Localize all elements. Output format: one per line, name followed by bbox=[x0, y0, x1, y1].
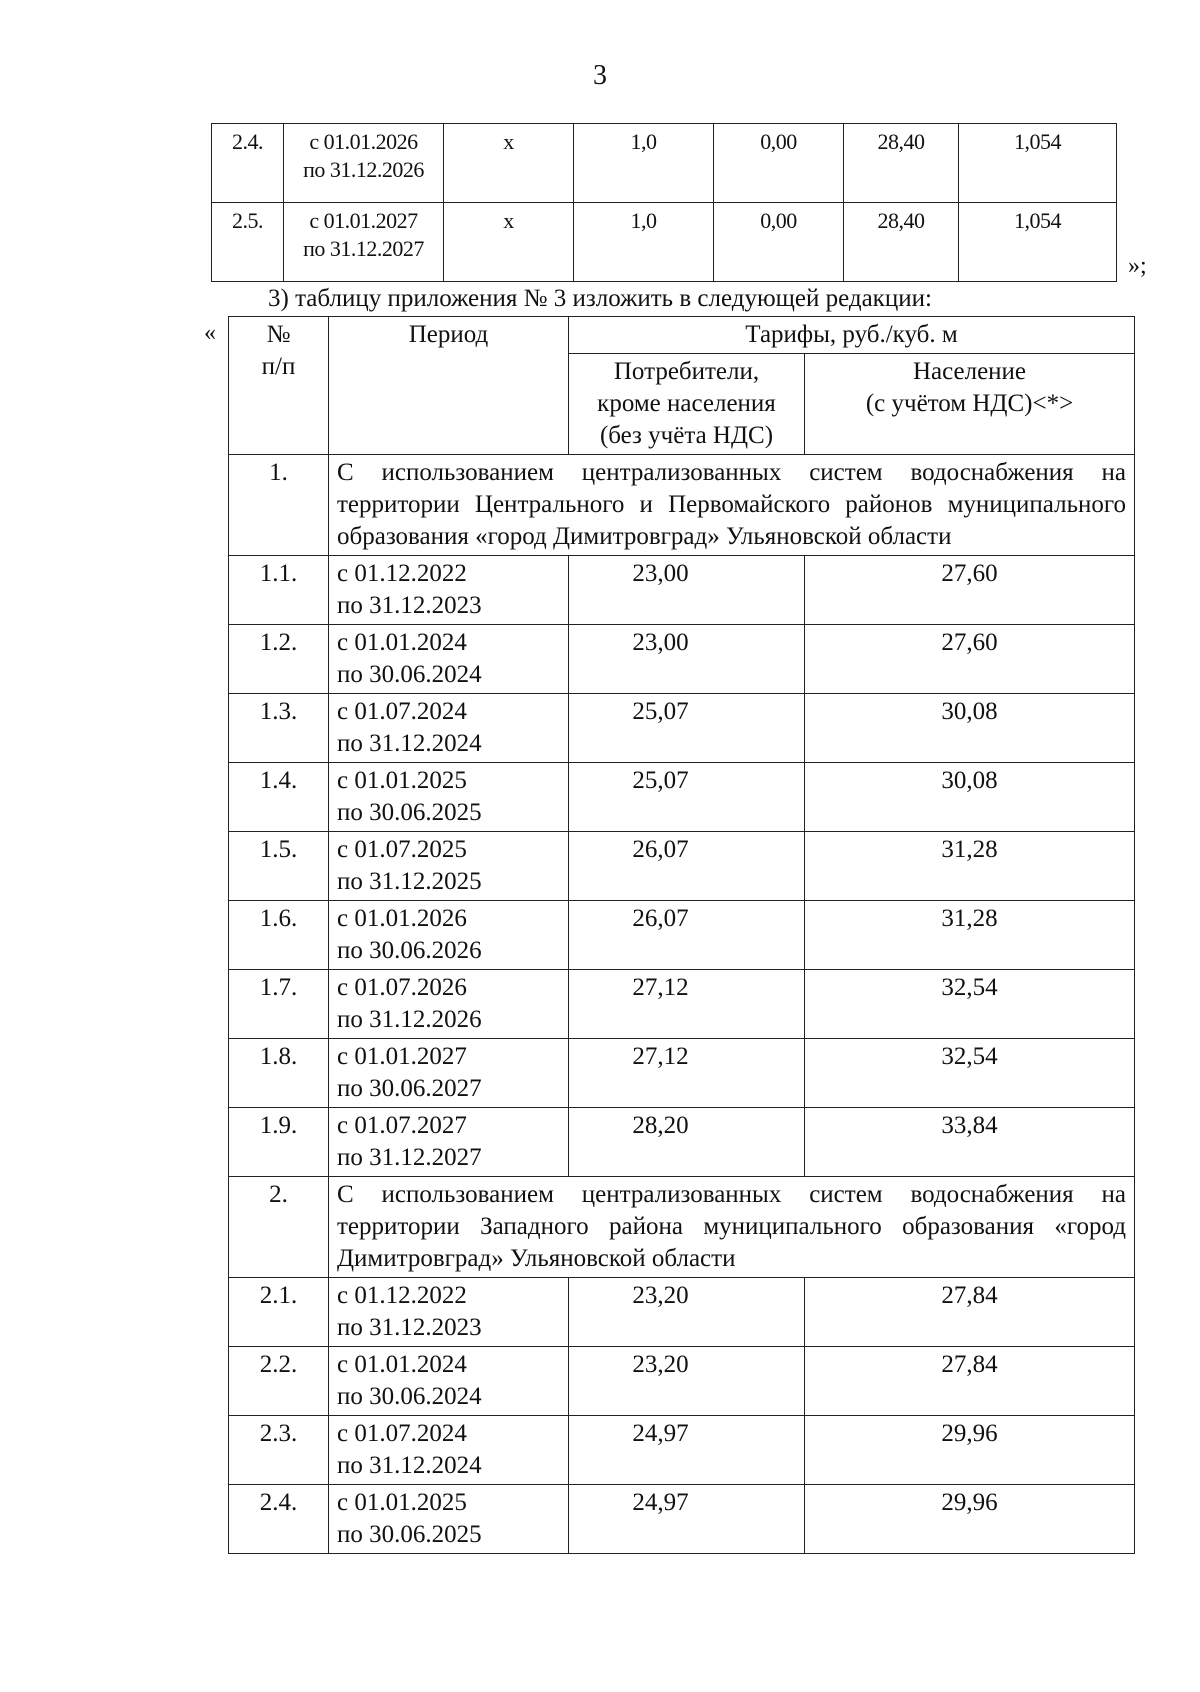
row-number: 2.5. bbox=[212, 203, 284, 282]
section-row bbox=[229, 455, 1135, 556]
header-consumers bbox=[569, 354, 805, 455]
population-tariff-cell bbox=[805, 901, 1135, 970]
population-tariff-cell bbox=[805, 694, 1135, 763]
table-row bbox=[229, 970, 1135, 1039]
table-row bbox=[229, 1347, 1135, 1416]
header-tariffs: Тарифы, руб./куб. м bbox=[569, 317, 1135, 354]
row-number: 1.6. bbox=[229, 901, 329, 970]
period-cell bbox=[329, 1108, 569, 1177]
row-number: 2.1. bbox=[229, 1278, 329, 1347]
page-number: 3 bbox=[593, 60, 607, 91]
period-to: по 30.06.2025 bbox=[337, 1521, 482, 1548]
population-tariff: 27,60 bbox=[941, 629, 998, 656]
population-tariff-cell bbox=[805, 970, 1135, 1039]
consumers-tariff: 27,12 bbox=[632, 974, 689, 1001]
consumers-tariff-cell bbox=[569, 832, 805, 901]
period-cell bbox=[329, 1278, 569, 1347]
table-row bbox=[229, 1416, 1135, 1485]
consumers-tariff-cell bbox=[569, 1485, 805, 1554]
period-from: с 01.12.2022 bbox=[337, 560, 467, 587]
population-tariff: 27,84 bbox=[941, 1351, 998, 1378]
period-from: с 01.07.2024 bbox=[337, 1420, 467, 1447]
table-row bbox=[229, 1039, 1135, 1108]
section-row bbox=[229, 1177, 1135, 1278]
consumers-tariff-cell bbox=[569, 1039, 805, 1108]
population-tariff: 31,28 bbox=[941, 836, 998, 863]
population-tariff: 31,28 bbox=[941, 905, 998, 932]
period-cell bbox=[329, 832, 569, 901]
consumers-tariff: 26,07 bbox=[632, 836, 689, 863]
period-to: по 30.06.2027 bbox=[337, 1075, 482, 1102]
value-cell: 28,40 bbox=[844, 203, 959, 282]
row-number: 1.2. bbox=[229, 625, 329, 694]
consumers-tariff: 28,20 bbox=[632, 1112, 689, 1139]
table-row bbox=[229, 763, 1135, 832]
population-tariff-cell bbox=[805, 1485, 1135, 1554]
period-to: по 31.12.2023 bbox=[337, 592, 482, 619]
period-to: по 31.12.2027 bbox=[337, 1144, 482, 1171]
header-num-line2: п/п bbox=[261, 353, 296, 380]
consumers-tariff: 23,00 bbox=[632, 560, 689, 587]
period-to: по 31.12.2023 bbox=[337, 1314, 482, 1341]
consumers-tariff-cell bbox=[569, 694, 805, 763]
section-number: 2. bbox=[229, 1177, 329, 1278]
tariff-table bbox=[228, 316, 1135, 1554]
value-cell: х bbox=[444, 124, 574, 203]
population-tariff-cell bbox=[805, 1347, 1135, 1416]
row-number: 1.9. bbox=[229, 1108, 329, 1177]
header-population-line1: Население bbox=[912, 358, 1027, 385]
period-from: с 01.01.2025 bbox=[337, 1489, 467, 1516]
table-row bbox=[229, 556, 1135, 625]
row-number: 1.8. bbox=[229, 1039, 329, 1108]
period-cell bbox=[329, 1485, 569, 1554]
population-tariff: 32,54 bbox=[941, 974, 998, 1001]
consumers-tariff: 26,07 bbox=[632, 905, 689, 932]
period-to: по 30.06.2025 bbox=[337, 799, 482, 826]
closing-quote: »; bbox=[1128, 253, 1147, 279]
value-cell: х bbox=[444, 203, 574, 282]
table-row bbox=[229, 1278, 1135, 1347]
population-tariff-cell bbox=[805, 1039, 1135, 1108]
value-cell: 0,00 bbox=[714, 124, 844, 203]
period-cell bbox=[329, 901, 569, 970]
value-cell: 28,40 bbox=[844, 124, 959, 203]
consumers-tariff: 23,00 bbox=[632, 629, 689, 656]
table-row bbox=[212, 124, 1117, 203]
consumers-tariff: 23,20 bbox=[632, 1282, 689, 1309]
row-number: 2.4. bbox=[212, 124, 284, 203]
period-from: с 01.01.2024 bbox=[337, 1351, 467, 1378]
row-number: 1.5. bbox=[229, 832, 329, 901]
header-consumers-line2: кроме населения bbox=[597, 390, 776, 417]
consumers-tariff-cell bbox=[569, 763, 805, 832]
population-tariff: 33,84 bbox=[941, 1112, 998, 1139]
header-consumers-line3: (без учёта НДС) bbox=[599, 422, 774, 449]
table-row bbox=[229, 901, 1135, 970]
row-number: 1.4. bbox=[229, 763, 329, 832]
period-from: с 01.07.2027 bbox=[337, 1112, 467, 1139]
period-cell bbox=[329, 1347, 569, 1416]
period-to: по 31.12.2024 bbox=[337, 1452, 482, 1479]
consumers-tariff: 27,12 bbox=[632, 1043, 689, 1070]
row-number: 1.7. bbox=[229, 970, 329, 1039]
consumers-tariff: 23,20 bbox=[632, 1351, 689, 1378]
section-title: С использованием централизованных систем водоснабжения на территории Западного района муниципального образования «город Димитровград» Ульяновской области bbox=[329, 1177, 1135, 1278]
population-tariff-cell bbox=[805, 625, 1135, 694]
population-tariff-cell bbox=[805, 1278, 1135, 1347]
period-to: по 31.12.2025 bbox=[337, 868, 482, 895]
consumers-tariff: 24,97 bbox=[632, 1420, 689, 1447]
period-from: с 01.01.2026 bbox=[337, 905, 467, 932]
period-from: с 01.01.2024 bbox=[337, 629, 467, 656]
period-to: по 31.12.2026 bbox=[337, 1006, 482, 1033]
consumers-tariff-cell bbox=[569, 1108, 805, 1177]
consumers-tariff-cell bbox=[569, 625, 805, 694]
header-num bbox=[229, 317, 329, 455]
population-tariff-cell bbox=[805, 1108, 1135, 1177]
value-cell: 1,054 bbox=[959, 203, 1117, 282]
consumers-tariff-cell bbox=[569, 1278, 805, 1347]
period-cell bbox=[329, 625, 569, 694]
row-number: 2.4. bbox=[229, 1485, 329, 1554]
period-from: с 01.07.2026 bbox=[337, 974, 467, 1001]
period-to: по 30.06.2026 bbox=[337, 937, 482, 964]
period-cell bbox=[329, 556, 569, 625]
header-period: Период bbox=[329, 317, 569, 455]
period-from: с 01.07.2024 bbox=[337, 698, 467, 725]
population-tariff-cell bbox=[805, 832, 1135, 901]
value-cell: 0,00 bbox=[714, 203, 844, 282]
period-cell bbox=[329, 1039, 569, 1108]
intro-text: 3) таблицу приложения № 3 изложить в следующей редакции: bbox=[268, 285, 932, 312]
period-cell bbox=[329, 1416, 569, 1485]
period-cell bbox=[284, 203, 444, 282]
period-from: с 01.01.2025 bbox=[337, 767, 467, 794]
consumers-tariff-cell bbox=[569, 556, 805, 625]
value-cell: 1,054 bbox=[959, 124, 1117, 203]
period-from: с 01.01.2027 bbox=[309, 208, 418, 233]
period-to: по 30.06.2024 bbox=[337, 1383, 482, 1410]
period-from: с 01.07.2025 bbox=[337, 836, 467, 863]
population-tariff: 32,54 bbox=[941, 1043, 998, 1070]
row-number: 1.1. bbox=[229, 556, 329, 625]
table-row bbox=[229, 1485, 1135, 1554]
consumers-tariff-cell bbox=[569, 1416, 805, 1485]
period-to: по 31.12.2024 bbox=[337, 730, 482, 757]
table-row bbox=[212, 203, 1117, 282]
section-title: С использованием централизованных систем водоснабжения на территории Центрального и Первомайского районов муниципального образования «город Димитровград» Ульяновской области bbox=[329, 455, 1135, 556]
consumers-tariff: 25,07 bbox=[632, 698, 689, 725]
header-num-line1: № bbox=[266, 321, 291, 348]
consumers-tariff-cell bbox=[569, 1347, 805, 1416]
period-cell bbox=[284, 124, 444, 203]
population-tariff-cell bbox=[805, 556, 1135, 625]
population-tariff-cell bbox=[805, 763, 1135, 832]
period-to: по 31.12.2027 bbox=[303, 236, 424, 261]
value-cell: 1,0 bbox=[574, 124, 714, 203]
population-tariff: 29,96 bbox=[941, 1420, 998, 1447]
period-from: с 01.01.2027 bbox=[337, 1043, 467, 1070]
consumers-tariff: 24,97 bbox=[632, 1489, 689, 1516]
continuation-table bbox=[211, 123, 1117, 282]
row-number: 1.3. bbox=[229, 694, 329, 763]
opening-quote: « bbox=[204, 320, 216, 346]
period-to: по 30.06.2024 bbox=[337, 661, 482, 688]
period-cell bbox=[329, 763, 569, 832]
period-cell bbox=[329, 970, 569, 1039]
population-tariff: 30,08 bbox=[941, 698, 998, 725]
table-row bbox=[229, 1108, 1135, 1177]
consumers-tariff-cell bbox=[569, 970, 805, 1039]
header-population bbox=[805, 354, 1135, 455]
row-number: 2.2. bbox=[229, 1347, 329, 1416]
period-cell bbox=[329, 694, 569, 763]
consumers-tariff: 25,07 bbox=[632, 767, 689, 794]
header-consumers-line1: Потребители, bbox=[613, 358, 760, 385]
row-number: 2.3. bbox=[229, 1416, 329, 1485]
section-number: 1. bbox=[229, 455, 329, 556]
period-to: по 31.12.2026 bbox=[303, 157, 424, 182]
header-population-line2: (с учётом НДС)<*> bbox=[865, 390, 1074, 417]
population-tariff: 29,96 bbox=[941, 1489, 998, 1516]
table-row bbox=[229, 625, 1135, 694]
consumers-tariff-cell bbox=[569, 901, 805, 970]
period-from: с 01.01.2026 bbox=[309, 129, 418, 154]
population-tariff: 30,08 bbox=[941, 767, 998, 794]
value-cell: 1,0 bbox=[574, 203, 714, 282]
table-row bbox=[229, 694, 1135, 763]
population-tariff: 27,60 bbox=[941, 560, 998, 587]
table-row bbox=[229, 832, 1135, 901]
period-from: с 01.12.2022 bbox=[337, 1282, 467, 1309]
population-tariff-cell bbox=[805, 1416, 1135, 1485]
population-tariff: 27,84 bbox=[941, 1282, 998, 1309]
